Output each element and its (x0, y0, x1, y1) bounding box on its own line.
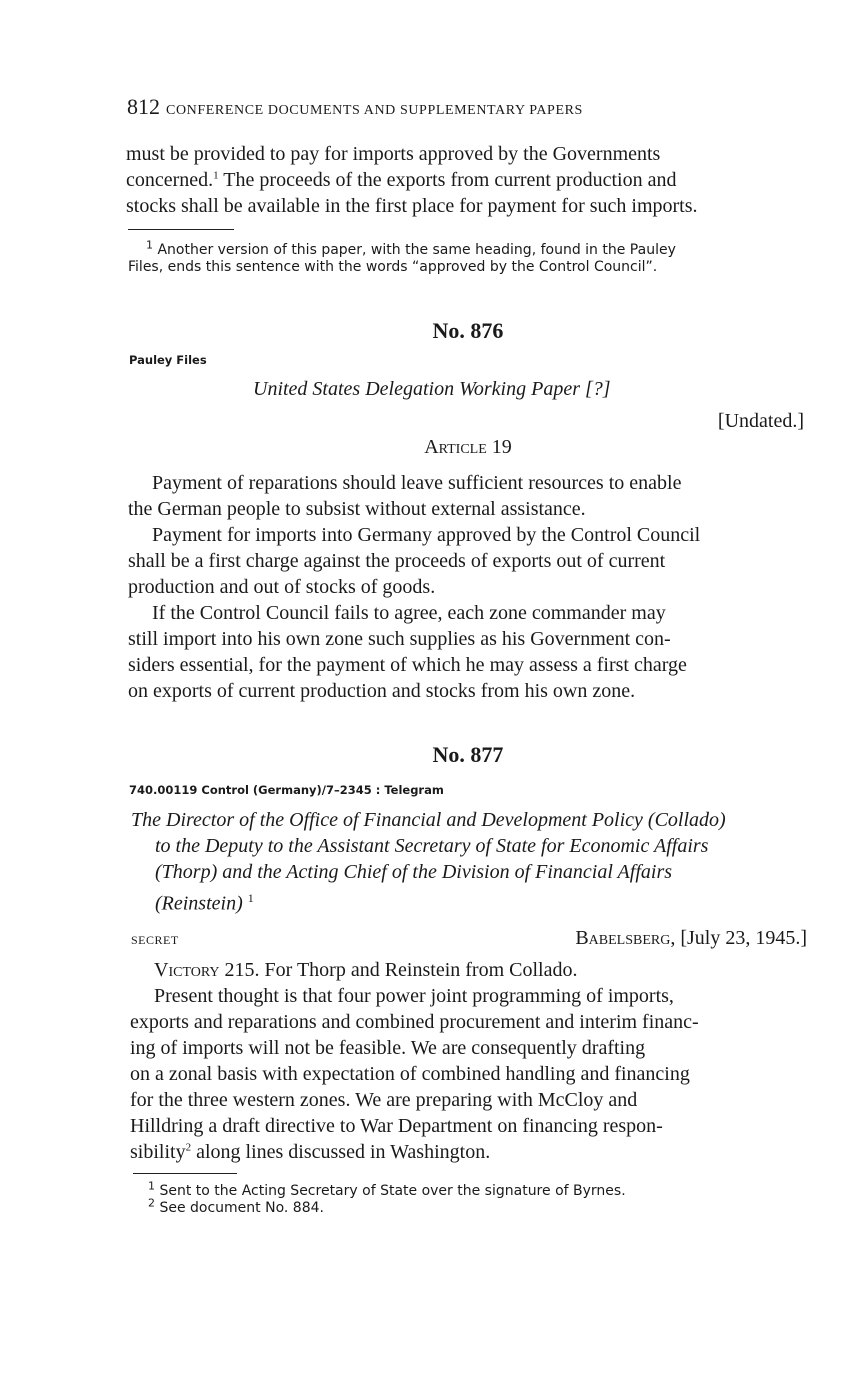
text-span: The proceeds of the exports from current production and (218, 169, 677, 191)
text-span: If the Control Council fails to agree, each zone commander may (152, 602, 666, 624)
document-date: [Undated.] (717, 410, 804, 432)
text-span: on exports of current production and stocks from his own zone. (128, 680, 636, 702)
text-span: the German people to subsist without external assistance. (128, 498, 586, 520)
text-line: must be provided to pay for imports approved by the Governments (126, 143, 661, 165)
footnote-rule (128, 229, 234, 230)
text-span: (Reinstein) (155, 892, 243, 915)
text-line: stocks shall be available in the first place for payment for such imports. (126, 195, 698, 217)
document-number: No. 876 (432, 318, 504, 343)
footnote-text: Sent to the Acting Secretary of State over the signature of Byrnes. (155, 1183, 626, 1199)
document-title (131, 807, 807, 917)
text-span: sibility (130, 1141, 186, 1163)
text-span: along lines discussed in Washington. (191, 1141, 491, 1163)
text-span: concerned. (126, 169, 214, 191)
telegram-prefix: Victory (154, 959, 220, 981)
document-number: No. 877 (432, 742, 504, 767)
footnote-marker: 2 (148, 1196, 155, 1210)
footnote-marker: 1 (146, 238, 153, 252)
page-number: 812 (127, 94, 160, 119)
title-line: (Thorp) and the Acting Chief of the Division of Financial Affairs (155, 861, 673, 883)
text-span: Present thought is that four power joint programming of imports, (154, 985, 674, 1007)
footnote-ref: 1 (247, 891, 254, 905)
dateline (575, 927, 807, 950)
title-line: The Director of the Office of Financial and Development Policy (Collado) (131, 809, 726, 831)
text-span: Hilldring a draft directive to War Department on financing respon- (130, 1115, 663, 1137)
text-span: shall be a first charge against the proceeds of exports out of current (128, 550, 666, 572)
footnote-line (128, 238, 804, 259)
footnote (128, 238, 804, 276)
text-span: exports and reparations and combined procurement and interim financ- (130, 1011, 699, 1033)
text-span: 215. For Thorp and Reinstein from Collado. (219, 959, 578, 981)
footnote-text: Another version of this paper, with the same heading, found in the Pauley (153, 242, 676, 258)
article-heading: Article 19 (424, 436, 512, 458)
footnote-ref: 2 (185, 1141, 192, 1154)
dateline-place: Babelsberg (575, 927, 671, 949)
text-span: Payment for imports into Germany approved by the Control Council (152, 524, 701, 546)
running-title: CONFERENCE DOCUMENTS AND SUPPLEMENTARY PAPERS (166, 103, 583, 118)
classification-label: secret (131, 929, 179, 948)
footnote-ref: 1 (213, 169, 219, 182)
text-span: still import into his own zone such supplies as his Government con- (128, 628, 671, 650)
text-span: ing of imports will not be feasible. We are consequently drafting (130, 1037, 646, 1059)
text-span: siders essential, for the payment of which he may assess a first charge (128, 654, 687, 676)
continuation-paragraph (126, 141, 804, 219)
footnote-line: Files, ends this sentence with the words “approved by the Control Council”. (128, 259, 658, 275)
paragraph (128, 600, 804, 704)
document-body (128, 470, 804, 704)
text-span: Payment of reparations should leave sufficient resources to enable (152, 472, 682, 494)
footnote-marker: 1 (148, 1179, 155, 1193)
document-source: 740.00119 Control (Germany)/7–2345 : Telegram (129, 783, 444, 797)
footnote-line (130, 1196, 806, 1217)
footnote-text: See document No. 884. (155, 1200, 324, 1216)
title-line (131, 885, 807, 917)
dateline-date: , [July 23, 1945.] (670, 927, 807, 949)
paragraph (130, 957, 806, 983)
footnote-rule (133, 1173, 237, 1174)
paragraph (128, 522, 804, 600)
text-span: production and out of stocks of goods. (128, 576, 436, 598)
document-title: United States Delegation Working Paper [?] (253, 378, 611, 400)
telegram-body (130, 957, 806, 1165)
footnote-line (130, 1179, 806, 1200)
paragraph (130, 983, 806, 1165)
paragraph (128, 470, 804, 522)
text-line (126, 167, 804, 193)
document-source: Pauley Files (129, 353, 207, 367)
running-head (127, 94, 807, 120)
footnotes (130, 1179, 806, 1217)
title-line: to the Deputy to the Assistant Secretary of State for Economic Affairs (155, 835, 709, 857)
text-span: for the three western zones. We are preparing with McCloy and (130, 1089, 638, 1111)
text-span: on a zonal basis with expectation of combined handling and financing (130, 1063, 690, 1085)
